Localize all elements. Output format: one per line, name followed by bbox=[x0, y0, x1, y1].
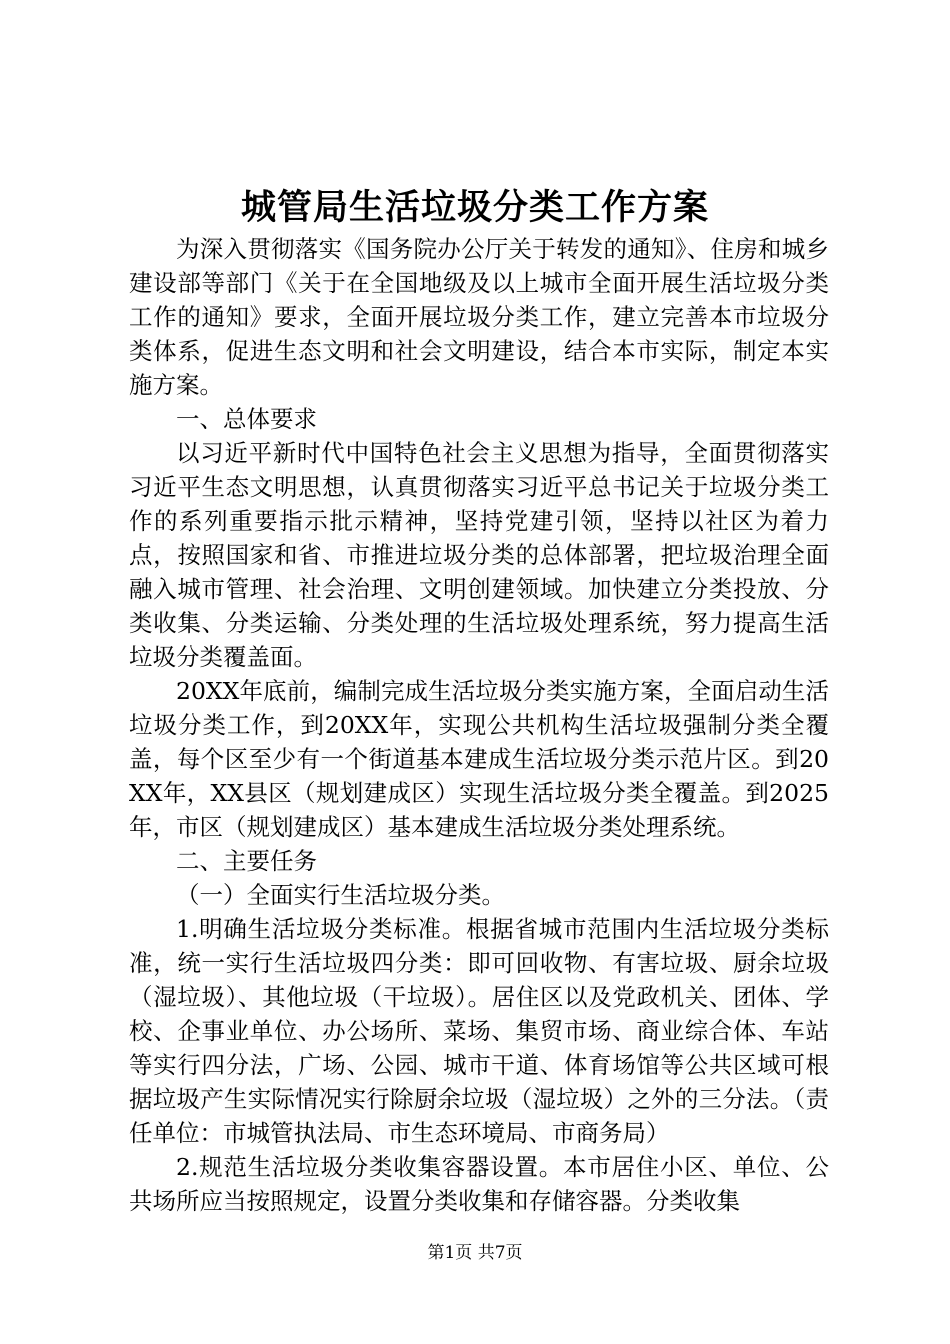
paragraph-intro: 为深入贯彻落实《国务院办公厅关于转发的通知》、住房和城乡建设部等部门《关于在全国地级及以上城市全面开展生活垃圾分类工作的通知》要求，全面开展垃圾分类工作，建立完善本市垃圾分类体系，促进生态文明和社会文明建设，结合本市实际，制定本实施方案。 bbox=[129, 235, 829, 399]
subsection-heading-full-classification: （一）全面实行生活垃圾分类。 bbox=[176, 881, 505, 909]
paragraph-collection-containers: 2.规范生活垃圾分类收集容器设置。本市居住小区、单位、公共场所应当按照规定，设置分类收集和存储容器。分类收集 bbox=[129, 1153, 829, 1215]
section-heading-main-tasks: 二、主要任务 bbox=[176, 847, 317, 875]
section-heading-general-requirements: 一、总体要求 bbox=[176, 405, 317, 433]
paragraph-classification-standard: 1.明确生活垃圾分类标准。根据省城市范围内生活垃圾分类标准，统一实行生活垃圾四分类：即可回收物、有害垃圾、厨余垃圾（湿垃圾）、其他垃圾（干垃圾）。居住区以及党政机关、团体、学校、企事业单位、办公场所、菜场、集贸市场、商业综合体、车站等实行四分法，广场、公园、城市干道、体育场馆等公共区域可根据垃圾产生实际情况实行除厨余垃圾（湿垃圾）之外的三分法。（责任单位：市城管执法局、市生态环境局、市商务局） bbox=[129, 915, 829, 1147]
paragraph-guiding-ideology: 以习近平新时代中国特色社会主义思想为指导，全面贯彻落实习近平生态文明思想，认真贯彻落实习近平总书记关于垃圾分类工作的系列重要指示批示精神，坚持党建引领，坚持以社区为着力点，按照国家和省、市推进垃圾分类的总体部署，把垃圾治理全面融入城市管理、社会治理、文明创建领域。加快建立分类投放、分类收集、分类运输、分类处理的生活垃圾处理系统，努力提高生活垃圾分类覆盖面。 bbox=[129, 439, 829, 671]
page-indicator: 第1页 共7页 bbox=[427, 1243, 523, 1263]
document-body bbox=[129, 232, 829, 1218]
document-title: 城管局生活垃圾分类工作方案 bbox=[240, 187, 709, 228]
paragraph-goals-timeline: 20XX年底前，编制完成生活垃圾分类实施方案，全面启动生活垃圾分类工作，到20XX年，实现公共机构生活垃圾强制分类全覆盖，每个区至少有一个街道基本建成生活垃圾分类示范片区。到20XX年，XX县区（规划建成区）实现生活垃圾分类全覆盖。到2025年，市区（规划建成区）基本建成生活垃圾分类处理系统。 bbox=[129, 677, 829, 841]
